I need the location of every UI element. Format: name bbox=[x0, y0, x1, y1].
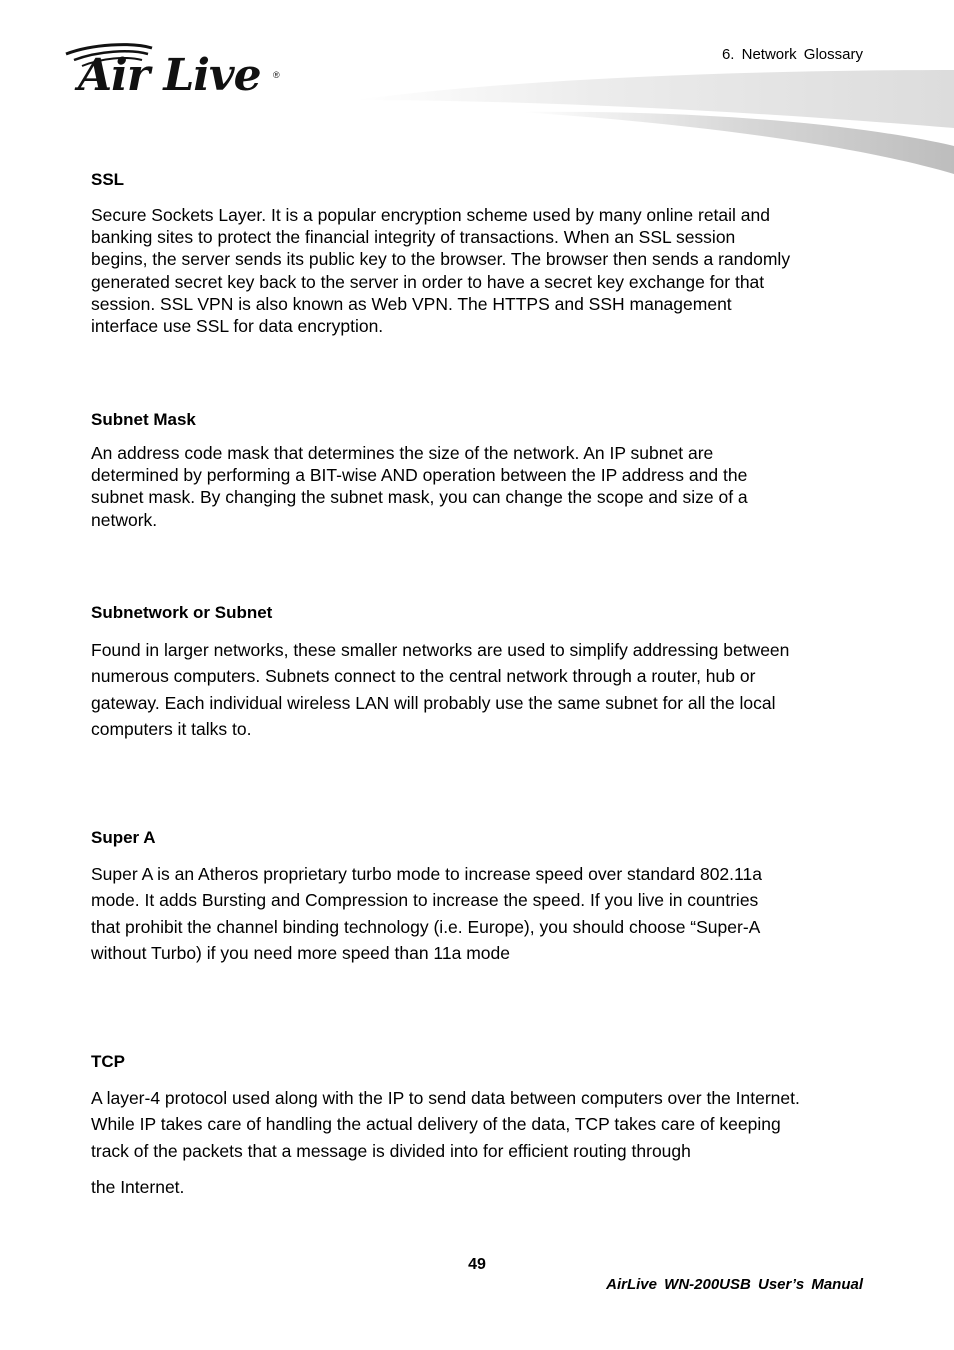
glossary-entry-ssl bbox=[91, 170, 881, 337]
glossary-entry-tcp bbox=[91, 1052, 881, 1200]
glossary-entry-subnet-mask bbox=[91, 410, 881, 531]
glossary-entry-subnetwork bbox=[91, 603, 881, 743]
term-title: Subnet Mask bbox=[91, 410, 196, 429]
term-definition-tail: the Internet. bbox=[91, 1177, 185, 1198]
term-title: Super A bbox=[91, 828, 156, 847]
term-definition: Secure Sockets Layer. It is a popular encryption scheme used by many online retail and banking sites to protect the financial integrity of transactions. When an SSL session begins, the server sends its public key to the browser. The browser then sends a randomly generated secret key back to the server in order to have a secret key exchange for that session. SSL VPN is also known as Web VPN. The HTTPS and SSH management interface use SSL for data encryption. bbox=[91, 205, 791, 337]
term-definition: Found in larger networks, these smaller networks are used to simplify addressing between numerous computers. Subnets connect to the central network through a router, hub or gateway. Each individual wireless LAN will probably use the same subnet for all the local computers it talks to. bbox=[91, 640, 790, 740]
glossary-entry-super-a bbox=[91, 828, 881, 967]
page-number: 49 bbox=[468, 1256, 486, 1273]
term-definition: A layer-4 protocol used along with the IP to send data between computers over the Internet. While IP takes care of handling the actual delivery of the data, TCP takes care of keeping track of the packets that a message is divided into for efficient routing through bbox=[91, 1088, 800, 1161]
term-title: Subnetwork or Subnet bbox=[91, 603, 273, 622]
chapter-heading: 6. Network Glossary bbox=[721, 46, 863, 63]
airlive-logo: Air Live bbox=[78, 50, 261, 101]
manual-title: AirLive WN-200USB User’s Manual bbox=[606, 1276, 863, 1293]
term-definition: Super A is an Atheros proprietary turbo mode to increase speed over standard 802.11a mode. It adds Bursting and Compression to increase the speed. If you live in countries that prohibit the channel binding technology (i.e. Europe), you should choose “Super-A without Turbo) if you need more speed than 11a mode bbox=[91, 864, 762, 964]
registered-mark: ® bbox=[273, 70, 280, 80]
term-title: TCP bbox=[91, 1052, 125, 1071]
term-definition: An address code mask that determines the size of the network. An IP subnet are determined by performing a BIT-wise AND operation between the IP address and the subnet mask. By changing the subnet mask, you can change the scope and size of a network. bbox=[91, 443, 748, 530]
term-title: SSL bbox=[91, 170, 125, 189]
